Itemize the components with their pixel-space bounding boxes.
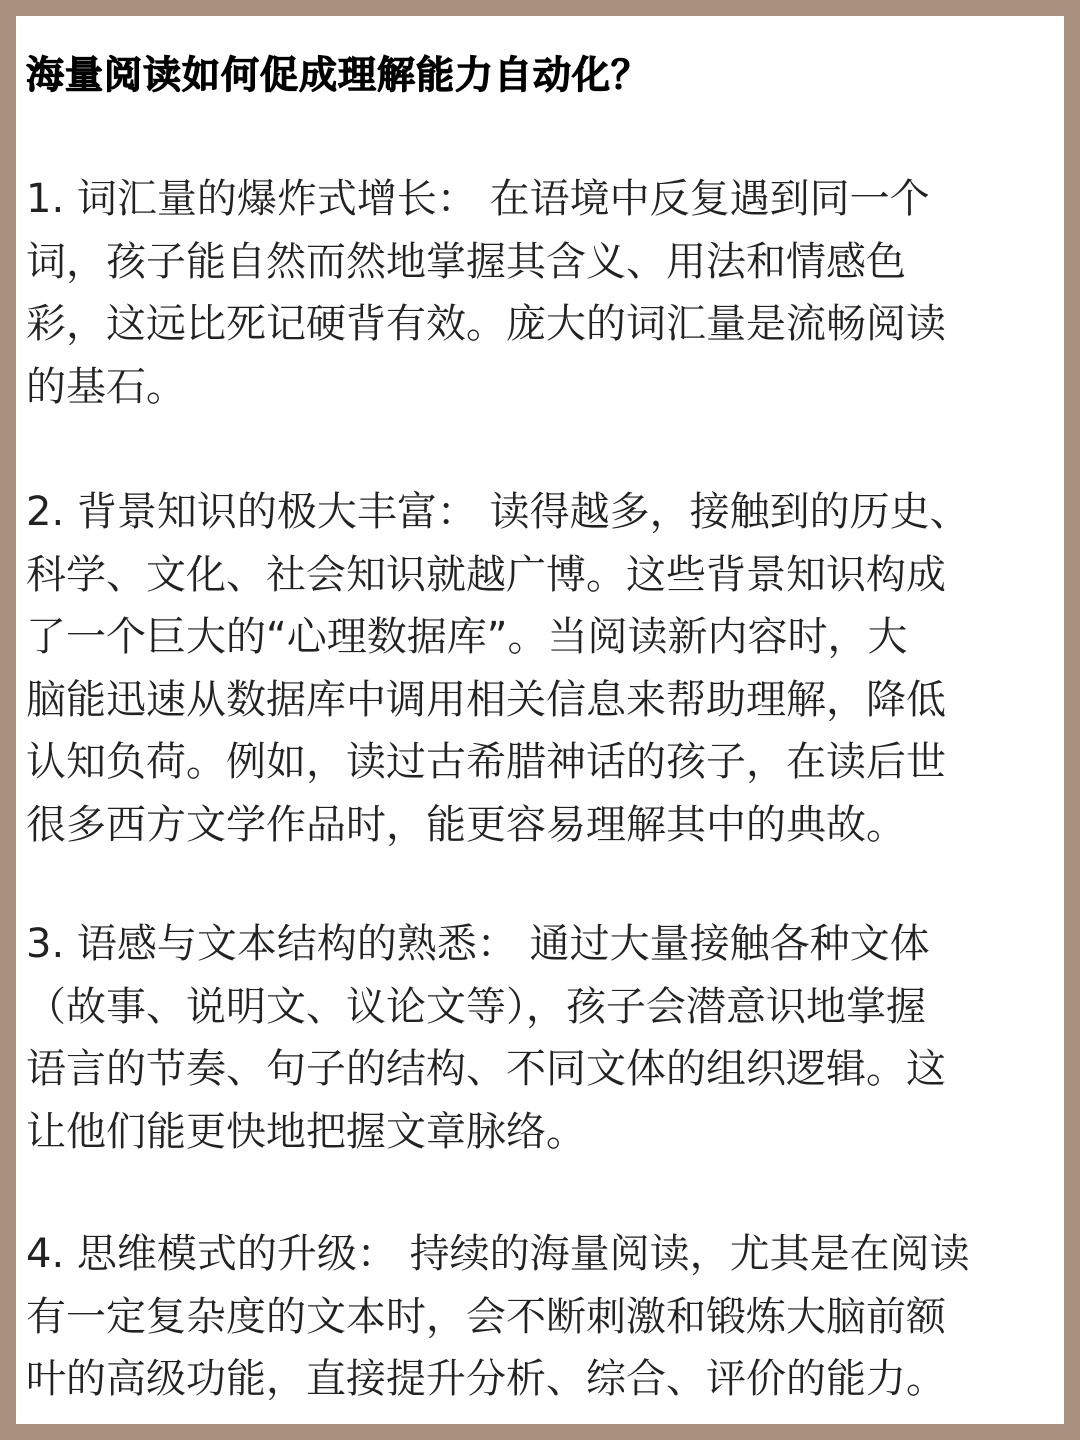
section-background-knowledge [26, 481, 970, 856]
section-text-structure [26, 913, 946, 1163]
text-line: （故事、说明文、议论文等），孩子会潜意识地掌握 [26, 983, 926, 1030]
text-line: 叶的高级功能，直接提升分析、综合、评价的能力。 [26, 1356, 946, 1402]
text-line: 科学、文化、社会知识就越广博。这些背景知识构成 [26, 551, 946, 598]
text-line: 认知负荷。例如，读过古希腊神话的孩子，在读后世 [26, 739, 946, 785]
section-thinking-mode [26, 1223, 970, 1411]
text-line: 让他们能更快地把握文章脉络。 [26, 1108, 586, 1155]
section-vocabulary [26, 168, 946, 418]
text-line: 了一个巨大的“心理数据库”。当阅读新内容时，大 [26, 614, 908, 660]
text-line: 2. 背景知识的极大丰富： 读得越多，接触到的历史、 [26, 489, 970, 535]
text-line: 1. 词汇量的爆炸式增长： 在语境中反复遇到同一个 [26, 176, 930, 222]
text-line: 4. 思维模式的升级： 持续的海量阅读，尤其是在阅读 [26, 1231, 970, 1277]
text-line: 很多西方文学作品时，能更容易理解其中的典故。 [26, 801, 906, 848]
article-card [16, 16, 1064, 1424]
text-line: 脑能迅速从数据库中调用相关信息来帮助理解，降低 [26, 676, 946, 723]
text-line: 彩，这远比死记硬背有效。庞大的词汇量是流畅阅读 [26, 301, 946, 347]
text-line: 有一定复杂度的文本时，会不断刺激和锻炼大脑前额 [26, 1293, 946, 1340]
text-line: 语言的节奏、句子的结构、不同文体的组织逻辑。这 [26, 1046, 946, 1092]
article-title: 海量阅读如何促成理解能力自动化？ [26, 53, 651, 97]
text-line: 的基石。 [26, 363, 186, 410]
text-line: 词，孩子能自然而然地掌握其含义、用法和情感色 [26, 238, 906, 285]
text-line: 3. 语感与文本结构的熟悉： 通过大量接触各种文体 [26, 921, 930, 967]
